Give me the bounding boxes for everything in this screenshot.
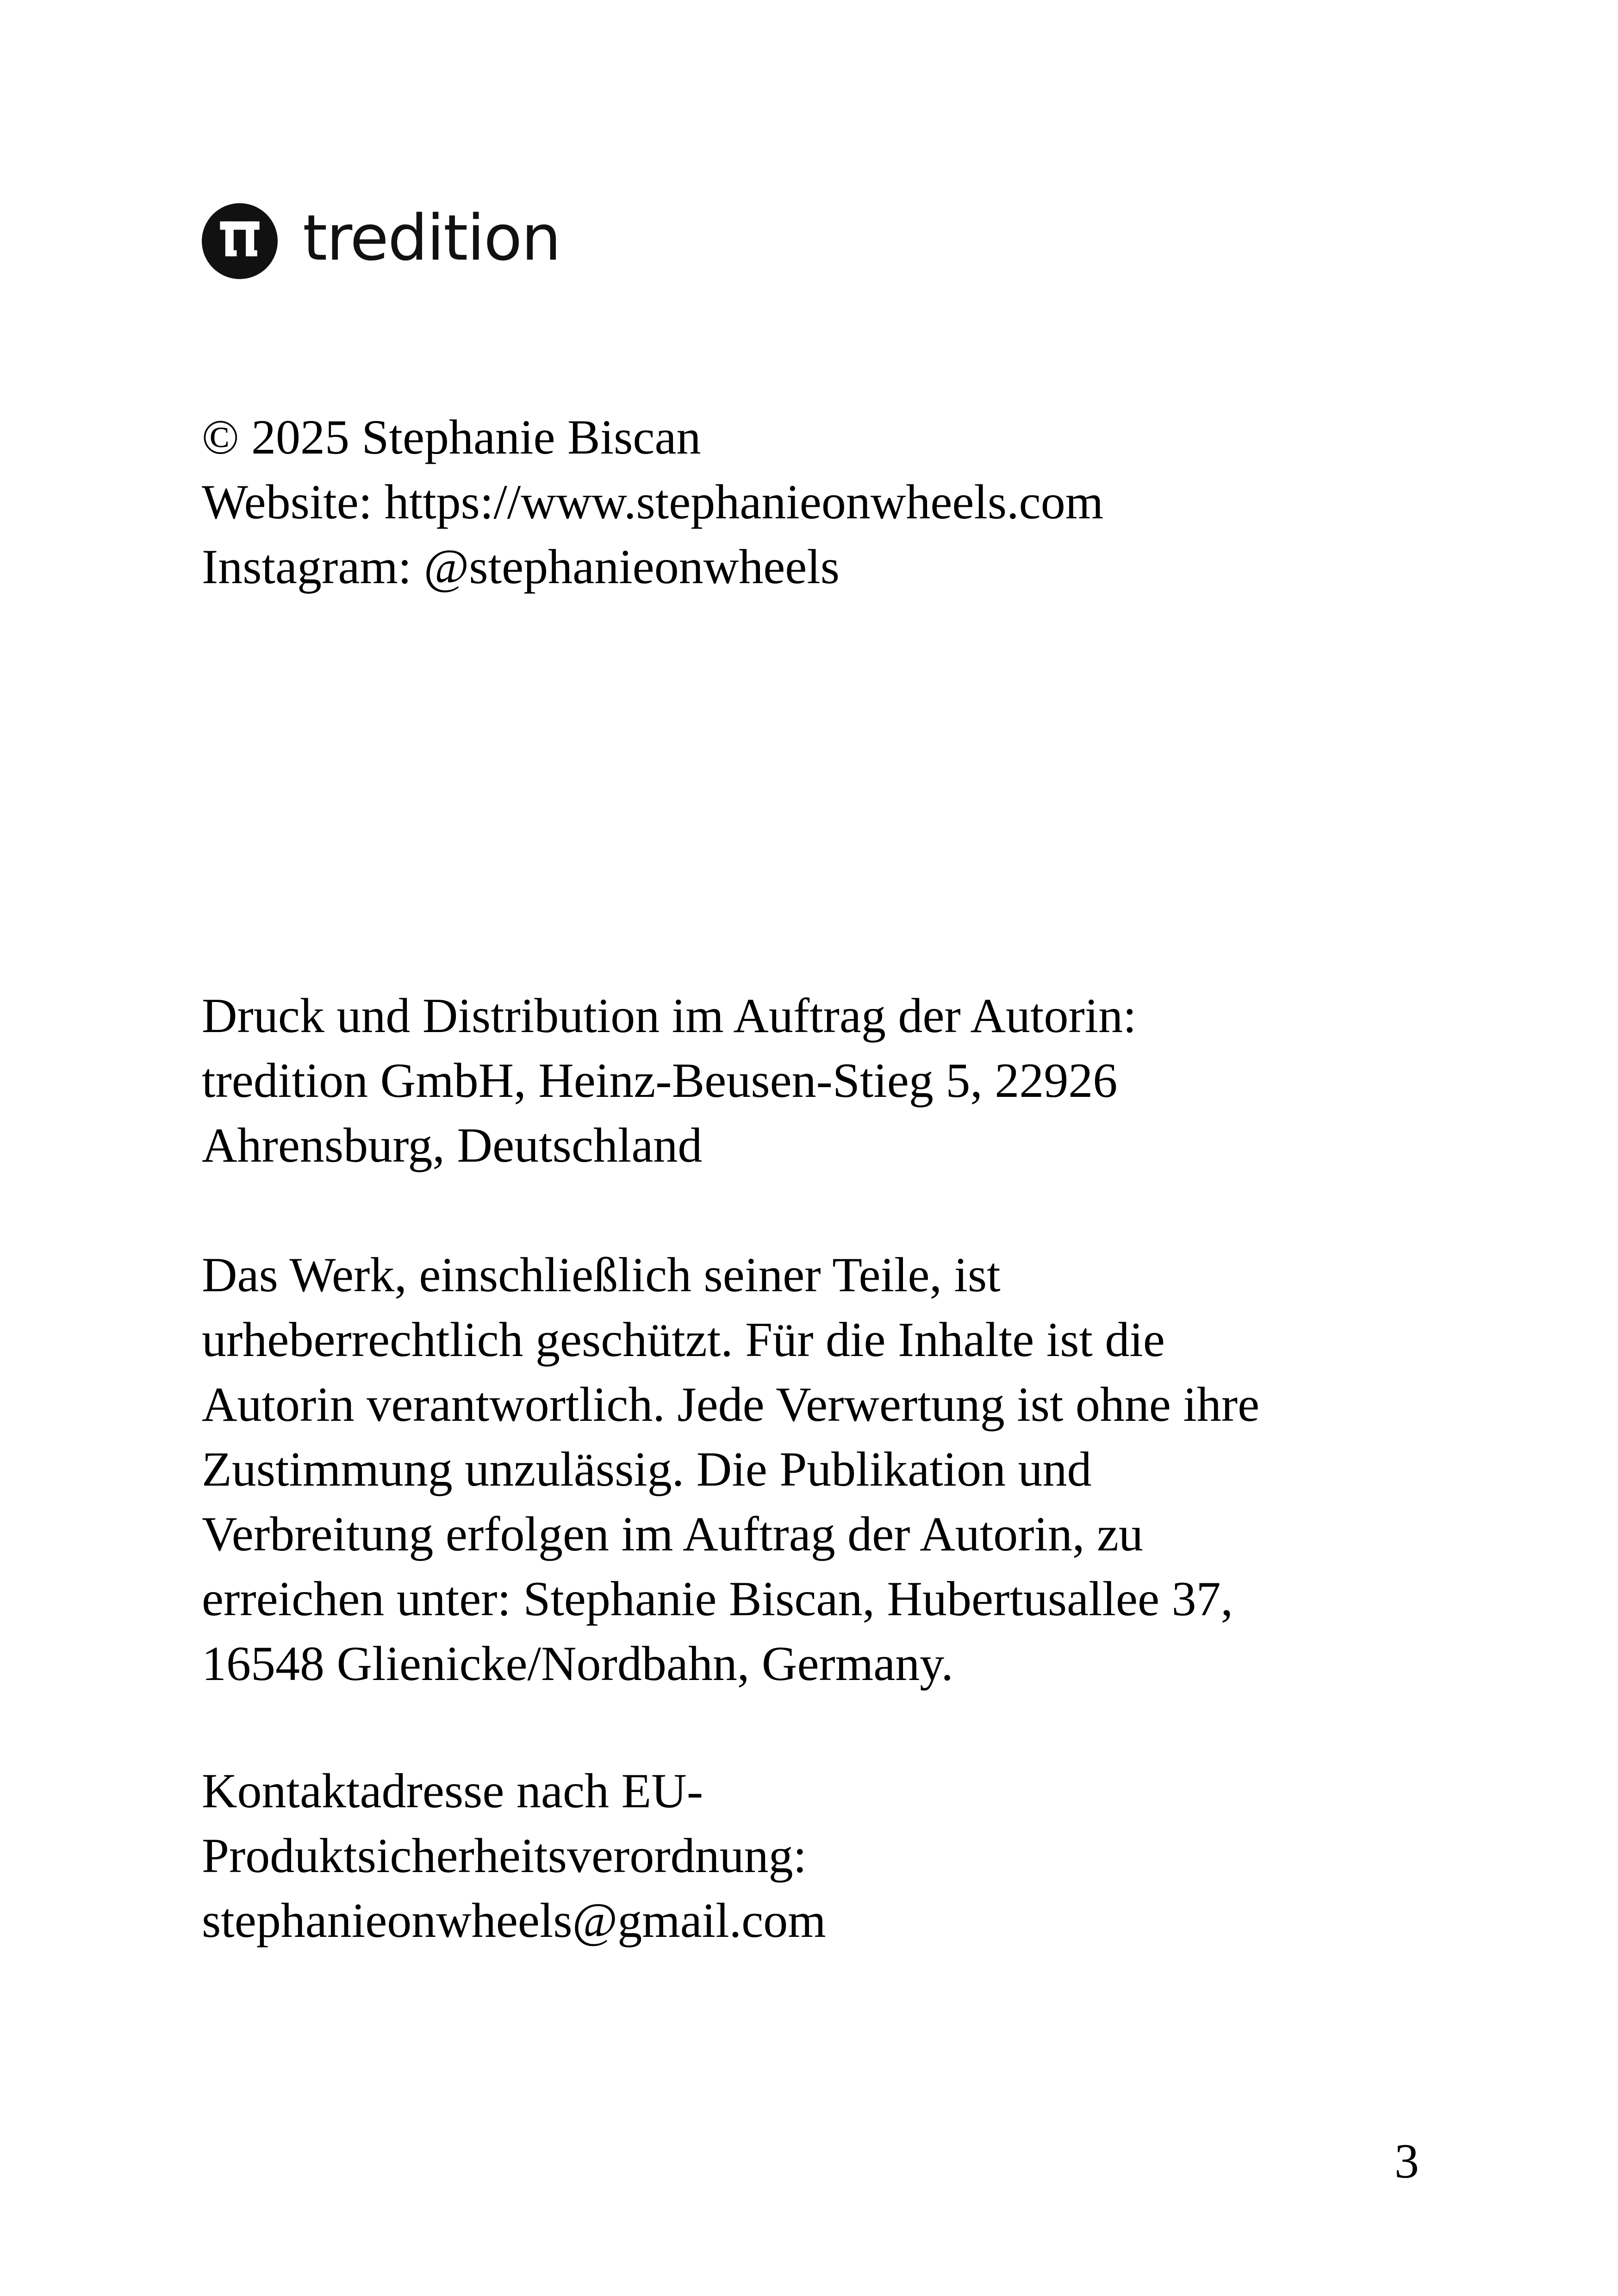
instagram-line: Instagram: @stephanieonwheels: [202, 540, 840, 594]
imprint-block: [202, 983, 1137, 1178]
rights-line: Zustimmung unzulässig. Die Publikation und: [202, 1442, 1092, 1496]
publisher-logo: [202, 202, 560, 280]
logo-wordmark: tredition: [303, 202, 560, 275]
rights-line: erreichen unter: Stephanie Biscan, Hubertusallee 37,: [202, 1572, 1233, 1626]
imprint-line: Druck und Distribution im Auftrag der Autorin:: [202, 989, 1137, 1043]
contact-email: stephanieonwheels@gmail.com: [202, 1893, 826, 1948]
contact-block: [202, 1759, 826, 1953]
contact-line: Produktsicherheitsverordnung:: [202, 1829, 807, 1883]
rights-line: Das Werk, einschließlich seiner Teile, ist: [202, 1248, 1001, 1302]
copyright-line: © 2025 Stephanie Biscan: [202, 410, 701, 464]
rights-line: Verbreitung erfolgen im Auftrag der Autorin, zu: [202, 1507, 1144, 1561]
imprint-line: tredition GmbH, Heinz-Beusen-Stieg 5, 22926: [202, 1053, 1118, 1108]
page-number: 3: [1394, 2134, 1419, 2188]
website-line: Website: https://www.stephanieonwheels.com: [202, 475, 1104, 529]
rights-line: urheberrechtlich geschützt. Für die Inhalte ist die: [202, 1313, 1165, 1367]
rights-block: [202, 1243, 1259, 1696]
rights-line: 16548 Glienicke/Nordbahn, Germany.: [202, 1636, 953, 1691]
contact-line: Kontaktadresse nach EU-: [202, 1764, 703, 1818]
rights-line: Autorin verantwortlich. Jede Verwertung ist ohne ihre: [202, 1377, 1260, 1431]
copyright-block: [202, 405, 1103, 599]
tredition-logo-icon: [202, 203, 278, 279]
imprint-line: Ahrensburg, Deutschland: [202, 1118, 703, 1172]
